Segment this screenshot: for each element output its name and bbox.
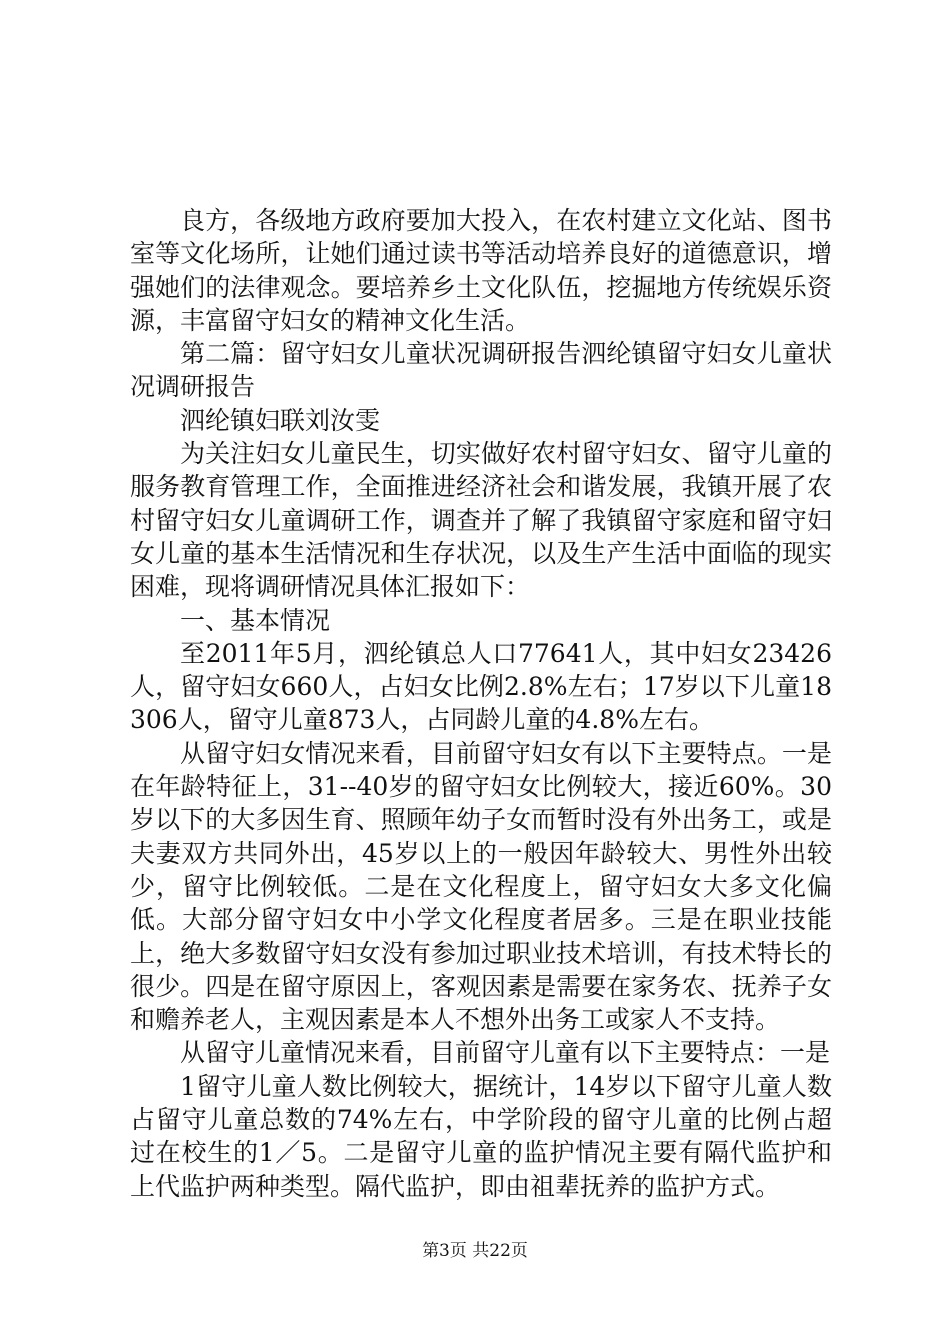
paragraph-women: 从留守妇女情况来看，目前留守妇女有以下主要特点。一是在年龄特征上，31--40岁的留守妇女比例较大，接近60%。30岁以下的大多因生育、照顾年幼子女而暂时没有外出务工，或是夫妻双方共同外出，45岁以上的一般因年龄较大、男性外出较少，留守比例较低。二是在文化程度上，留守妇女大多文化偏低。大部分留守妇女中小学文化程度者居多。三是在职业技能上，绝大多数留守妇女没有参加过职业技术培训，有技术特长的很少。四是在留守原因上，客观因素是需要在家务农、抚养子女和赡养老人，主观因素是本人不想外出务工或家人不支持。 <box>130 738 832 1035</box>
paragraph-children: 1留守儿童人数比例较大，据统计，14岁以下留守儿童人数占留守儿童总数的74%左右，中学阶段的留守儿童的比例占超过在校生的1／5。二是留守儿童的监护情况主要有隔代监护和上代监护两种类型。隔代监护，即由祖辈抚养的监护方式。 <box>130 1071 832 1201</box>
section-heading: 第二篇：留守妇女儿童状况调研报告泗纶镇留守妇女儿童状况调研报告 <box>130 339 832 402</box>
paragraph-children-intro: 从留守儿童情况来看，目前留守儿童有以下主要特点：一是 <box>180 1038 831 1068</box>
paragraph-intro: 为关注妇女儿童民生，切实做好农村留守妇女、留守儿童的服务教育管理工作，全面推进经济社会和谐发展，我镇开展了农村留守妇女儿童调研工作，调查并了解了我镇留守家庭和留守妇女儿童的基本生活情况和生存状况，以及生产生活中面临的现实困难，现将调研情况具体汇报如下： <box>130 439 832 602</box>
document-body <box>130 204 832 1203</box>
paragraph-statistics: 至2011年5月，泗纶镇总人口77641人，其中妇女23426人，留守妇女660人，占妇女比例2.8%左右；17岁以下儿童18306人，留守儿童873人，占同龄儿童的4.8%左右。 <box>130 638 832 735</box>
page-footer: 第3页 共22页 <box>422 1241 528 1261</box>
author-line: 泗纶镇妇联刘汝雯 <box>180 405 381 435</box>
subsection-heading: 一、基本情况 <box>180 605 331 635</box>
paragraph-1: 良方，各级地方政府要加大投入，在农村建立文化站、图书室等文化场所，让她们通过读书等活动培养良好的道德意识，增强她们的法律观念。要培养乡土文化队伍，挖掘地方传统娱乐资源，丰富留守妇女的精神文化生活。 <box>130 206 832 335</box>
